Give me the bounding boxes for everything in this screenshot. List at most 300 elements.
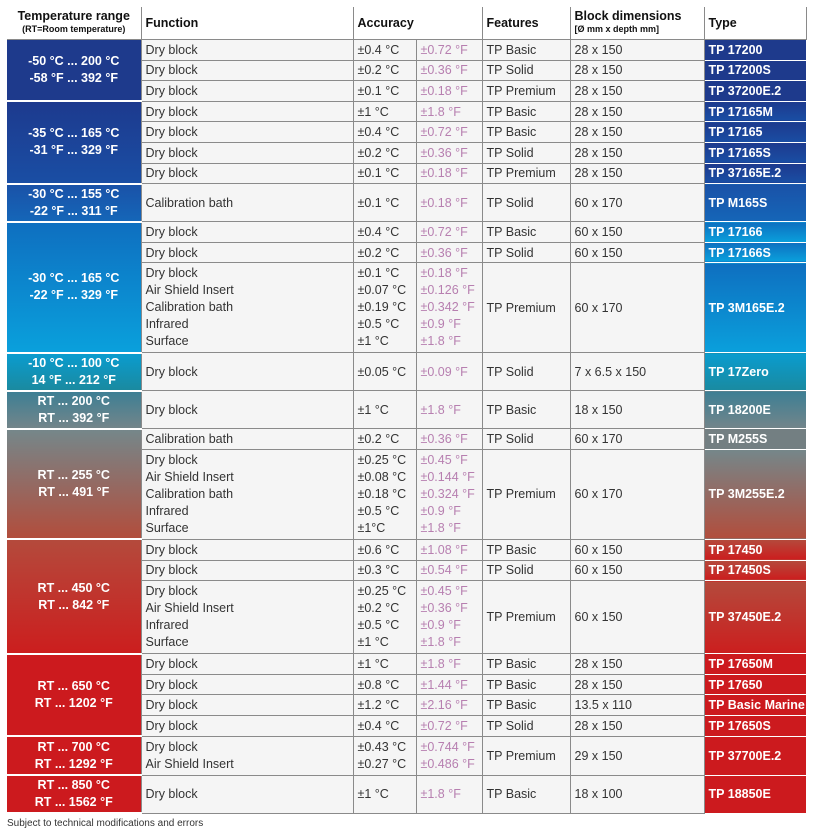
- type-cell: TP 3M255E.2: [704, 449, 806, 539]
- function-label: Dry block: [145, 452, 198, 467]
- accuracy-celsius-cell: [353, 715, 416, 736]
- block-dimensions-cell: 60 x 170: [570, 429, 704, 450]
- accuracy-celsius: ±1 °C: [357, 334, 389, 349]
- range-fahrenheit: RT ... 1562 °F: [34, 795, 113, 809]
- accuracy-fahrenheit-cell: [416, 560, 482, 581]
- table-body: [7, 40, 806, 814]
- accuracy-fahrenheit: ±0.72 °F: [420, 224, 468, 239]
- accuracy-fahrenheit-cell: [416, 122, 482, 143]
- accuracy-fahrenheit: ±0.18 °F: [420, 166, 468, 181]
- function-label: Air Shield Insert: [145, 469, 234, 484]
- function-label: Infrared: [145, 503, 189, 518]
- function-label: Dry block: [145, 677, 198, 692]
- function-label: Dry block: [145, 83, 198, 98]
- range-celsius: -10 °C ... 100 °C: [28, 355, 120, 370]
- range-fahrenheit: -31 °F ... 329 °F: [29, 143, 118, 158]
- block-dimensions-cell: 60 x 170: [570, 263, 704, 353]
- accuracy-fahrenheit-cell: [416, 449, 482, 539]
- table-row: [7, 654, 806, 675]
- function-label: Dry block: [145, 656, 198, 671]
- type-cell: TP 3M165E.2: [704, 263, 806, 353]
- accuracy-fahrenheit-cell: [416, 775, 482, 813]
- accuracy-fahrenheit: ±0.36 °F: [420, 245, 468, 260]
- features-cell: TP Solid: [482, 560, 570, 581]
- block-dimensions-cell: 18 x 100: [570, 775, 704, 813]
- accuracy-celsius-cell: [353, 40, 416, 61]
- accuracy-fahrenheit-cell: [416, 222, 482, 243]
- accuracy-fahrenheit: ±1.08 °F: [420, 542, 468, 557]
- type-cell: TP 17165: [704, 122, 806, 143]
- accuracy-fahrenheit-cell: [416, 391, 482, 429]
- function-label: Dry block: [145, 563, 198, 578]
- block-dimensions-cell: 13.5 x 110: [570, 695, 704, 716]
- accuracy-celsius-cell: [353, 391, 416, 429]
- features-cell: TP Basic: [482, 654, 570, 675]
- type-cell: TP 17166S: [704, 242, 806, 263]
- accuracy-celsius-cell: [353, 539, 416, 560]
- block-dimensions-cell: 28 x 150: [570, 142, 704, 163]
- accuracy-celsius: ±0.2 °C: [357, 145, 400, 160]
- function-label-cell: [141, 715, 353, 736]
- type-cell: TP 17200: [704, 40, 806, 61]
- range-celsius: -30 °C ... 155 °C: [28, 186, 120, 201]
- accuracy-fahrenheit-cell: [416, 40, 482, 61]
- accuracy-fahrenheit: ±0.18 °F: [420, 266, 468, 281]
- type-cell: TP 18850E: [704, 775, 806, 813]
- function-label: Calibration bath: [145, 300, 234, 315]
- block-dimensions-cell: 60 x 150: [570, 581, 704, 654]
- function-label: Dry block: [145, 166, 198, 181]
- function-label: Dry block: [145, 145, 198, 160]
- accuracy-fahrenheit: ±1.8 °F: [420, 520, 461, 535]
- block-dimensions-cell: 28 x 150: [570, 654, 704, 675]
- accuracy-celsius: ±1 °C: [357, 656, 389, 671]
- function-label-cell: [141, 81, 353, 102]
- function-label: Dry block: [145, 584, 198, 599]
- function-label: Dry block: [145, 402, 198, 417]
- accuracy-fahrenheit: ±0.36 °F: [420, 601, 468, 616]
- accuracy-celsius: ±0.1 °C: [357, 195, 400, 210]
- accuracy-celsius-cell: [353, 101, 416, 122]
- function-label-cell: [141, 60, 353, 81]
- accuracy-fahrenheit: ±0.54 °F: [420, 563, 468, 578]
- temperature-range-cell: [7, 222, 141, 353]
- type-cell: TP 17450: [704, 539, 806, 560]
- block-dimensions-cell: 28 x 150: [570, 715, 704, 736]
- table-row: [7, 184, 806, 222]
- range-fahrenheit: -22 °F ... 311 °F: [29, 203, 118, 218]
- header-features: Features: [482, 7, 570, 40]
- accuracy-fahrenheit: ±0.342 °F: [420, 300, 475, 315]
- accuracy-fahrenheit-cell: [416, 242, 482, 263]
- accuracy-fahrenheit: ±0.18 °F: [420, 195, 468, 210]
- accuracy-fahrenheit-cell: [416, 581, 482, 654]
- accuracy-celsius: ±0.4 °C: [357, 125, 400, 140]
- function-label: Calibration bath: [145, 486, 234, 501]
- accuracy-fahrenheit: ±0.9 °F: [420, 503, 461, 518]
- block-dimensions-cell: 7 x 6.5 x 150: [570, 353, 704, 391]
- accuracy-fahrenheit-cell: [416, 60, 482, 81]
- features-cell: TP Premium: [482, 736, 570, 775]
- block-dimensions-cell: 60 x 170: [570, 449, 704, 539]
- block-dimensions-cell: 28 x 150: [570, 101, 704, 122]
- accuracy-fahrenheit: ±0.9 °F: [420, 317, 461, 332]
- accuracy-fahrenheit-cell: [416, 736, 482, 775]
- type-cell: TP M165S: [704, 184, 806, 222]
- function-label-cell: [141, 242, 353, 263]
- accuracy-fahrenheit: ±2.16 °F: [420, 698, 468, 713]
- accuracy-celsius-cell: [353, 560, 416, 581]
- type-cell: TP 17650S: [704, 715, 806, 736]
- accuracy-celsius-cell: [353, 222, 416, 243]
- type-cell: TP 37165E.2: [704, 163, 806, 184]
- range-fahrenheit: RT ... 1292 °F: [34, 756, 113, 771]
- range-celsius: RT ... 200 °C: [37, 393, 110, 408]
- table-row: [7, 40, 806, 61]
- features-cell: TP Solid: [482, 60, 570, 81]
- features-cell: TP Basic: [482, 674, 570, 695]
- type-cell: TP 17Zero: [704, 353, 806, 391]
- table-row: [7, 775, 806, 813]
- function-label: Dry block: [145, 245, 198, 260]
- accuracy-celsius-cell: [353, 674, 416, 695]
- function-label: Dry block: [145, 63, 198, 78]
- accuracy-celsius: ±1°C: [357, 520, 386, 535]
- accuracy-celsius: ±0.4 °C: [357, 224, 400, 239]
- block-dimensions-cell: 60 x 170: [570, 184, 704, 222]
- block-dimensions-cell: 28 x 150: [570, 81, 704, 102]
- features-cell: TP Basic: [482, 391, 570, 429]
- features-cell: TP Solid: [482, 242, 570, 263]
- function-label: Dry block: [145, 266, 198, 281]
- function-label-cell: [141, 429, 353, 450]
- function-label: Dry block: [145, 42, 198, 57]
- header-block-dimensions: [570, 7, 704, 40]
- function-label-cell: [141, 775, 353, 813]
- accuracy-celsius-cell: [353, 695, 416, 716]
- features-cell: TP Solid: [482, 142, 570, 163]
- header-type: Type: [704, 7, 806, 40]
- accuracy-fahrenheit-cell: [416, 715, 482, 736]
- accuracy-fahrenheit: ±0.18 °F: [420, 83, 468, 98]
- accuracy-fahrenheit: ±0.324 °F: [420, 486, 475, 501]
- function-label-cell: [141, 163, 353, 184]
- accuracy-fahrenheit: ±0.72 °F: [420, 718, 468, 733]
- function-label-cell: [141, 101, 353, 122]
- accuracy-fahrenheit: ±1.8 °F: [420, 104, 461, 119]
- accuracy-celsius: ±1.2 °C: [357, 698, 400, 713]
- range-celsius: -50 °C ... 200 °C: [28, 54, 120, 69]
- block-dimensions-cell: 60 x 150: [570, 222, 704, 243]
- header-range-subtitle: (RT=Room temperature): [22, 24, 126, 34]
- accuracy-fahrenheit-cell: [416, 263, 482, 353]
- accuracy-fahrenheit-cell: [416, 674, 482, 695]
- accuracy-celsius-cell: [353, 429, 416, 450]
- header-range-title: Temperature range: [17, 9, 130, 23]
- accuracy-celsius: ±0.5 °C: [357, 618, 400, 633]
- features-cell: TP Premium: [482, 263, 570, 353]
- table-row: [7, 391, 806, 429]
- table-header-row: [7, 7, 806, 40]
- type-cell: TP M255S: [704, 429, 806, 450]
- accuracy-fahrenheit-cell: [416, 142, 482, 163]
- function-label-cell: [141, 674, 353, 695]
- function-label-cell: [141, 353, 353, 391]
- temperature-range-cell: [7, 40, 141, 102]
- range-fahrenheit: RT ... 1202 °F: [34, 695, 113, 710]
- table-row: [7, 736, 806, 775]
- accuracy-celsius: ±0.43 °C: [357, 739, 407, 754]
- accuracy-celsius-cell: [353, 142, 416, 163]
- accuracy-celsius: ±0.5 °C: [357, 503, 400, 518]
- specifications-table: [7, 7, 807, 814]
- accuracy-fahrenheit: ±0.486 °F: [420, 756, 475, 771]
- accuracy-fahrenheit: ±1.8 °F: [420, 635, 461, 650]
- table-row: [7, 222, 806, 243]
- accuracy-celsius: ±0.2 °C: [357, 63, 400, 78]
- block-dimensions-cell: 28 x 150: [570, 163, 704, 184]
- accuracy-celsius: ±0.1 °C: [357, 166, 400, 181]
- type-cell: TP 17165S: [704, 142, 806, 163]
- accuracy-fahrenheit-cell: [416, 353, 482, 391]
- accuracy-celsius-cell: [353, 775, 416, 813]
- features-cell: TP Premium: [482, 163, 570, 184]
- accuracy-celsius: ±0.25 °C: [357, 452, 407, 467]
- accuracy-celsius-cell: [353, 263, 416, 353]
- accuracy-fahrenheit-cell: [416, 429, 482, 450]
- type-cell: TP 18200E: [704, 391, 806, 429]
- accuracy-fahrenheit: ±0.36 °F: [420, 432, 468, 447]
- accuracy-fahrenheit: ±0.72 °F: [420, 125, 468, 140]
- accuracy-celsius-cell: [353, 654, 416, 675]
- function-label: Calibration bath: [145, 195, 234, 210]
- function-label-cell: [141, 263, 353, 353]
- accuracy-fahrenheit: ±1.8 °F: [420, 402, 461, 417]
- header-accuracy: Accuracy: [353, 7, 482, 40]
- range-celsius: RT ... 850 °C: [37, 778, 110, 792]
- type-cell: TP 37450E.2: [704, 581, 806, 654]
- accuracy-fahrenheit-cell: [416, 654, 482, 675]
- function-label: Dry block: [145, 104, 198, 119]
- accuracy-celsius: ±0.19 °C: [357, 300, 407, 315]
- accuracy-fahrenheit: ±0.09 °F: [420, 364, 468, 379]
- table-row: [7, 353, 806, 391]
- type-cell: TP 17166: [704, 222, 806, 243]
- features-cell: TP Basic: [482, 222, 570, 243]
- function-label-cell: [141, 222, 353, 243]
- accuracy-celsius: ±0.25 °C: [357, 584, 407, 599]
- block-dimensions-cell: 28 x 150: [570, 60, 704, 81]
- function-label-cell: [141, 40, 353, 61]
- range-fahrenheit: RT ... 842 °F: [38, 597, 110, 612]
- range-celsius: RT ... 650 °C: [37, 678, 110, 693]
- function-label: Air Shield Insert: [145, 283, 234, 298]
- accuracy-fahrenheit: ±1.44 °F: [420, 677, 468, 692]
- header-function: Function: [141, 7, 353, 40]
- function-label: Dry block: [145, 542, 198, 557]
- accuracy-celsius: ±1 °C: [357, 402, 389, 417]
- accuracy-celsius: ±0.05 °C: [357, 364, 407, 379]
- accuracy-celsius: ±0.2 °C: [357, 432, 400, 447]
- accuracy-celsius: ±0.18 °C: [357, 486, 407, 501]
- function-label: Infrared: [145, 618, 189, 633]
- accuracy-celsius: ±0.2 °C: [357, 601, 400, 616]
- function-label-cell: [141, 695, 353, 716]
- range-fahrenheit: -58 °F ... 392 °F: [29, 71, 118, 86]
- table-row: [7, 101, 806, 122]
- features-cell: TP Premium: [482, 449, 570, 539]
- block-dimensions-cell: 28 x 150: [570, 122, 704, 143]
- accuracy-celsius-cell: [353, 736, 416, 775]
- accuracy-celsius: ±0.07 °C: [357, 283, 407, 298]
- accuracy-fahrenheit: ±1.8 °F: [420, 334, 461, 349]
- accuracy-celsius: ±0.08 °C: [357, 469, 407, 484]
- temperature-range-cell: [7, 184, 141, 222]
- accuracy-fahrenheit: ±1.8 °F: [420, 656, 461, 671]
- function-label: Air Shield Insert: [145, 756, 234, 771]
- accuracy-fahrenheit: ±0.45 °F: [420, 452, 468, 467]
- range-fahrenheit: -22 °F ... 329 °F: [29, 288, 118, 303]
- temperature-range-cell: [7, 353, 141, 391]
- features-cell: TP Basic: [482, 695, 570, 716]
- type-cell: TP Basic Marine: [704, 695, 806, 716]
- features-cell: TP Basic: [482, 101, 570, 122]
- accuracy-fahrenheit-cell: [416, 539, 482, 560]
- function-label-cell: [141, 142, 353, 163]
- function-label: Calibration bath: [145, 432, 234, 447]
- block-dimensions-cell: 29 x 150: [570, 736, 704, 775]
- temperature-range-cell: [7, 429, 141, 540]
- function-label-cell: [141, 654, 353, 675]
- accuracy-fahrenheit: ±0.144 °F: [420, 469, 475, 484]
- features-cell: TP Solid: [482, 184, 570, 222]
- function-label: Dry block: [145, 224, 198, 239]
- accuracy-fahrenheit: ±0.36 °F: [420, 145, 468, 160]
- accuracy-fahrenheit-cell: [416, 81, 482, 102]
- accuracy-fahrenheit-cell: [416, 163, 482, 184]
- range-celsius: -30 °C ... 165 °C: [28, 271, 120, 286]
- features-cell: TP Basic: [482, 40, 570, 61]
- footer-note: Subject to technical modifications and errors: [7, 818, 204, 829]
- accuracy-celsius: ±0.1 °C: [357, 266, 400, 281]
- function-label-cell: [141, 581, 353, 654]
- accuracy-celsius: ±0.6 °C: [357, 542, 400, 557]
- type-cell: TP 17165M: [704, 101, 806, 122]
- function-label-cell: [141, 560, 353, 581]
- accuracy-fahrenheit: ±1.8 °F: [420, 787, 461, 801]
- accuracy-fahrenheit: ±0.72 °F: [420, 42, 468, 57]
- features-cell: TP Basic: [482, 775, 570, 813]
- type-cell: TP 37700E.2: [704, 736, 806, 775]
- temperature-range-cell: [7, 654, 141, 736]
- temperature-range-cell: [7, 391, 141, 429]
- function-label-cell: [141, 736, 353, 775]
- type-cell: TP 17200S: [704, 60, 806, 81]
- accuracy-celsius: ±0.3 °C: [357, 563, 400, 578]
- accuracy-celsius-cell: [353, 449, 416, 539]
- range-celsius: RT ... 255 °C: [37, 468, 110, 483]
- features-cell: TP Solid: [482, 429, 570, 450]
- range-celsius: -35 °C ... 165 °C: [28, 126, 120, 141]
- accuracy-celsius: ±1 °C: [357, 635, 389, 650]
- accuracy-fahrenheit: ±0.744 °F: [420, 739, 475, 754]
- header-block-subtitle: [Ø mm x depth mm]: [574, 24, 660, 34]
- accuracy-fahrenheit-cell: [416, 695, 482, 716]
- function-label-cell: [141, 122, 353, 143]
- temperature-range-cell: [7, 736, 141, 775]
- accuracy-fahrenheit: ±0.45 °F: [420, 584, 468, 599]
- type-cell: TP 17650: [704, 674, 806, 695]
- accuracy-celsius: ±0.5 °C: [357, 317, 400, 332]
- accuracy-celsius-cell: [353, 163, 416, 184]
- features-cell: TP Solid: [482, 353, 570, 391]
- function-label: Dry block: [145, 698, 198, 713]
- function-label: Surface: [145, 520, 189, 535]
- block-dimensions-cell: 60 x 150: [570, 560, 704, 581]
- block-dimensions-cell: 60 x 150: [570, 242, 704, 263]
- function-label: Surface: [145, 334, 189, 349]
- function-label-cell: [141, 184, 353, 222]
- header-block-title: Block dimensions: [574, 9, 682, 23]
- block-dimensions-cell: 28 x 150: [570, 674, 704, 695]
- type-cell: TP 17450S: [704, 560, 806, 581]
- function-label: Dry block: [145, 739, 198, 754]
- function-label-cell: [141, 449, 353, 539]
- range-celsius: RT ... 700 °C: [37, 739, 110, 754]
- accuracy-fahrenheit-cell: [416, 101, 482, 122]
- accuracy-celsius-cell: [353, 242, 416, 263]
- features-cell: TP Premium: [482, 581, 570, 654]
- temperature-range-cell: [7, 775, 141, 813]
- accuracy-celsius-cell: [353, 353, 416, 391]
- accuracy-fahrenheit: ±0.126 °F: [420, 283, 475, 298]
- function-label-cell: [141, 539, 353, 560]
- header-temperature-range: [7, 7, 141, 40]
- accuracy-celsius-cell: [353, 184, 416, 222]
- temperature-range-cell: [7, 101, 141, 183]
- block-dimensions-cell: 60 x 150: [570, 539, 704, 560]
- range-fahrenheit: RT ... 392 °F: [38, 410, 110, 425]
- accuracy-celsius-cell: [353, 122, 416, 143]
- accuracy-celsius: ±0.1 °C: [357, 83, 400, 98]
- block-dimensions-cell: 18 x 150: [570, 391, 704, 429]
- table-row: [7, 429, 806, 450]
- accuracy-fahrenheit: ±0.9 °F: [420, 618, 461, 633]
- accuracy-fahrenheit-cell: [416, 184, 482, 222]
- function-label: Infrared: [145, 317, 189, 332]
- features-cell: TP Basic: [482, 122, 570, 143]
- function-label: Dry block: [145, 787, 198, 801]
- accuracy-celsius: ±0.4 °C: [357, 718, 400, 733]
- accuracy-celsius: ±1 °C: [357, 787, 389, 801]
- accuracy-celsius: ±0.2 °C: [357, 245, 400, 260]
- range-celsius: RT ... 450 °C: [37, 580, 110, 595]
- function-label: Dry block: [145, 718, 198, 733]
- function-label: Dry block: [145, 364, 198, 379]
- block-dimensions-cell: 28 x 150: [570, 40, 704, 61]
- accuracy-celsius: ±0.4 °C: [357, 42, 400, 57]
- temperature-range-cell: [7, 539, 141, 653]
- type-cell: TP 17650M: [704, 654, 806, 675]
- type-cell: TP 37200E.2: [704, 81, 806, 102]
- features-cell: TP Solid: [482, 715, 570, 736]
- function-label: Surface: [145, 635, 189, 650]
- accuracy-celsius-cell: [353, 60, 416, 81]
- function-label: Dry block: [145, 125, 198, 140]
- table-row: [7, 539, 806, 560]
- function-label-cell: [141, 391, 353, 429]
- accuracy-fahrenheit: ±0.36 °F: [420, 63, 468, 78]
